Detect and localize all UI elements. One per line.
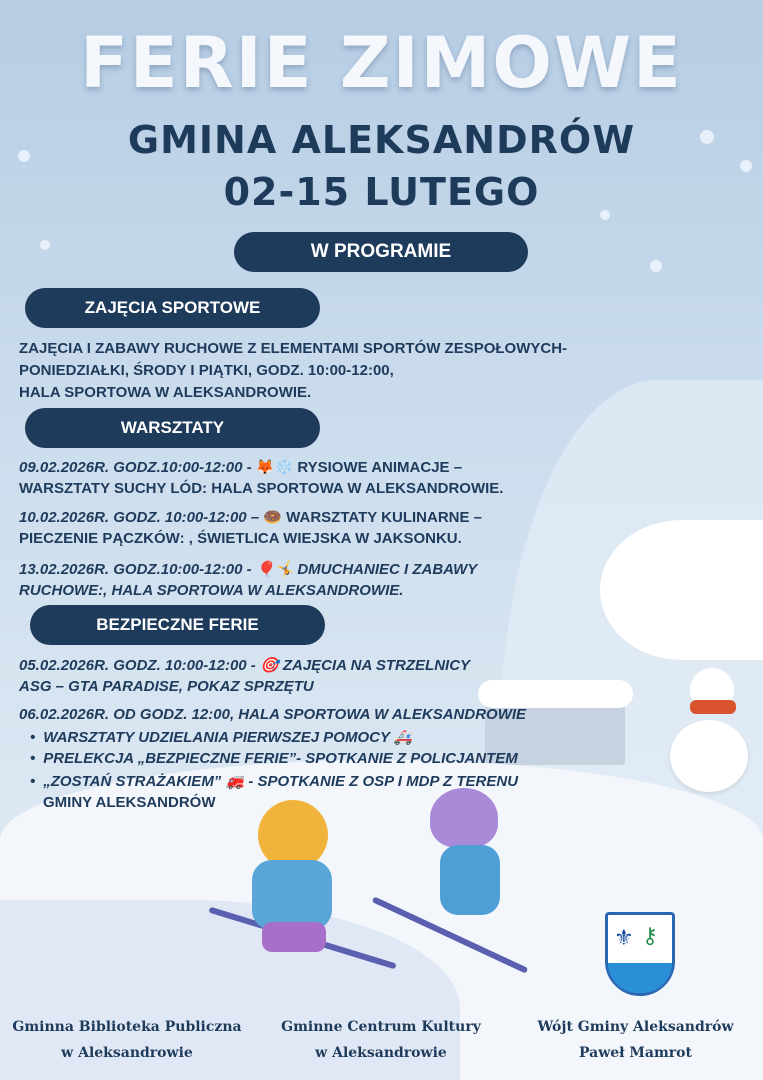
section-safety-header: BEZPIECZNE FERIE: [30, 605, 325, 645]
footer-line: w Aleksandrowie: [61, 1045, 193, 1061]
section-workshops-header: WARSZTATY: [25, 408, 320, 448]
footer-line: Gminna Biblioteka Publiczna: [12, 1019, 242, 1035]
workshop-item: [19, 508, 482, 526]
municipality-heading: GMINA ALEKSANDRÓW: [127, 118, 636, 162]
date-range-heading: 02-15 LUTEGO: [223, 170, 540, 214]
balloon-gymnast-icon: 🎈🤸: [255, 561, 294, 578]
sport-text: HALA SPORTOWA W ALEKSANDROWIE.: [19, 384, 312, 401]
section-sport-header: ZAJĘCIA SPORTOWE: [25, 288, 320, 328]
kid-1-pants: [262, 922, 326, 952]
snowman-scarf: [690, 700, 736, 714]
workshop-item: [19, 560, 477, 578]
fox-snowflake-icon: 🦊❄️: [255, 459, 294, 476]
event-details: PIECZENIE PĄCZKÓW: , ŚWIETLICA WIEJSKA W JAKSONKU.: [19, 530, 462, 547]
event-date: 10.02.2026R. GODZ. 10:00-12:00 –: [19, 509, 264, 526]
event-date: 05.02.2026R. GODZ. 10:00-12:00 -: [19, 657, 260, 674]
program-banner: W PROGRAMIE: [234, 232, 528, 272]
tree-snow-crown: [600, 520, 763, 660]
municipality-coat-of-arms: ⚜ ⚷: [605, 912, 675, 996]
footer-mayor: [508, 1014, 763, 1066]
bullet-item: • „ZOSTAŃ STRAŻAKIEM” 🚒 - SPOTKANIE Z OSP I MDP Z TERENU: [30, 772, 518, 790]
event-title: DMUCHANIEC I ZABAWY: [293, 561, 478, 578]
event-details: RUCHOWE:, HALA SPORTOWA W ALEKSANDROWIE.: [19, 582, 404, 599]
kid-1-jacket: [252, 860, 332, 930]
workshop-item: [19, 458, 462, 476]
footer-line: Wójt Gminy Aleksandrów: [537, 1019, 734, 1035]
event-title: WARSZTATY KULINARNE –: [282, 509, 483, 526]
event-date: 09.02.2026R. GODZ.10:00-12:00 -: [19, 459, 256, 476]
bullet-item: • PRELEKCJA „BEZPIECZNE FERIE”- SPOTKANIE Z POLICJANTEM: [30, 750, 518, 767]
bullet-item: • WARSZTATY UDZIELANIA PIERWSZEJ POMOCY 🚑: [30, 728, 413, 746]
bullet-item-continued: GMINY ALEKSANDRÓW: [43, 794, 216, 811]
snowflake: [650, 260, 662, 272]
house-roof-snow: [478, 680, 633, 708]
snowman-body: [670, 720, 748, 792]
event-details: ASG – GTA PARADISE, POKAZ SPRZĘTU: [19, 678, 314, 695]
safety-item: 06.02.2026R. OD GODZ. 12:00, HALA SPORTOWA W ALEKSANDROWIE: [19, 706, 527, 723]
event-date: 13.02.2026R. GODZ.10:00-12:00 -: [19, 561, 256, 578]
sport-text: ZAJĘCIA I ZABAWY RUCHOWE Z ELEMENTAMI SPORTÓW ZESPOŁOWYCH-: [19, 340, 568, 357]
event-details: WARSZTATY SUCHY LÓD: HALA SPORTOWA W ALEKSANDROWIE.: [19, 480, 504, 497]
footer-line: w Aleksandrowie: [315, 1045, 447, 1061]
event-title: ZAJĘCIA NA STRZELNICY: [278, 657, 471, 674]
safety-item: [19, 656, 470, 674]
footer-line: Gminne Centrum Kultury: [281, 1019, 481, 1035]
donut-icon: 🍩: [263, 509, 282, 526]
event-title: RYSIOWE ANIMACJE –: [293, 459, 463, 476]
poster-title: FERIE ZIMOWE: [80, 22, 683, 104]
sport-text: PONIEDZIAŁKI, ŚRODY I PIĄTKI, GODZ. 10:00-12:00,: [19, 362, 394, 379]
target-icon: 🎯: [259, 657, 279, 674]
footer-library: [0, 1014, 254, 1066]
footer-culture-center: [254, 1014, 508, 1066]
kid-2-hat: [430, 788, 498, 848]
footer-line: Paweł Mamrot: [578, 1045, 692, 1061]
snowflake: [40, 240, 50, 250]
kid-2-jacket: [440, 845, 500, 915]
